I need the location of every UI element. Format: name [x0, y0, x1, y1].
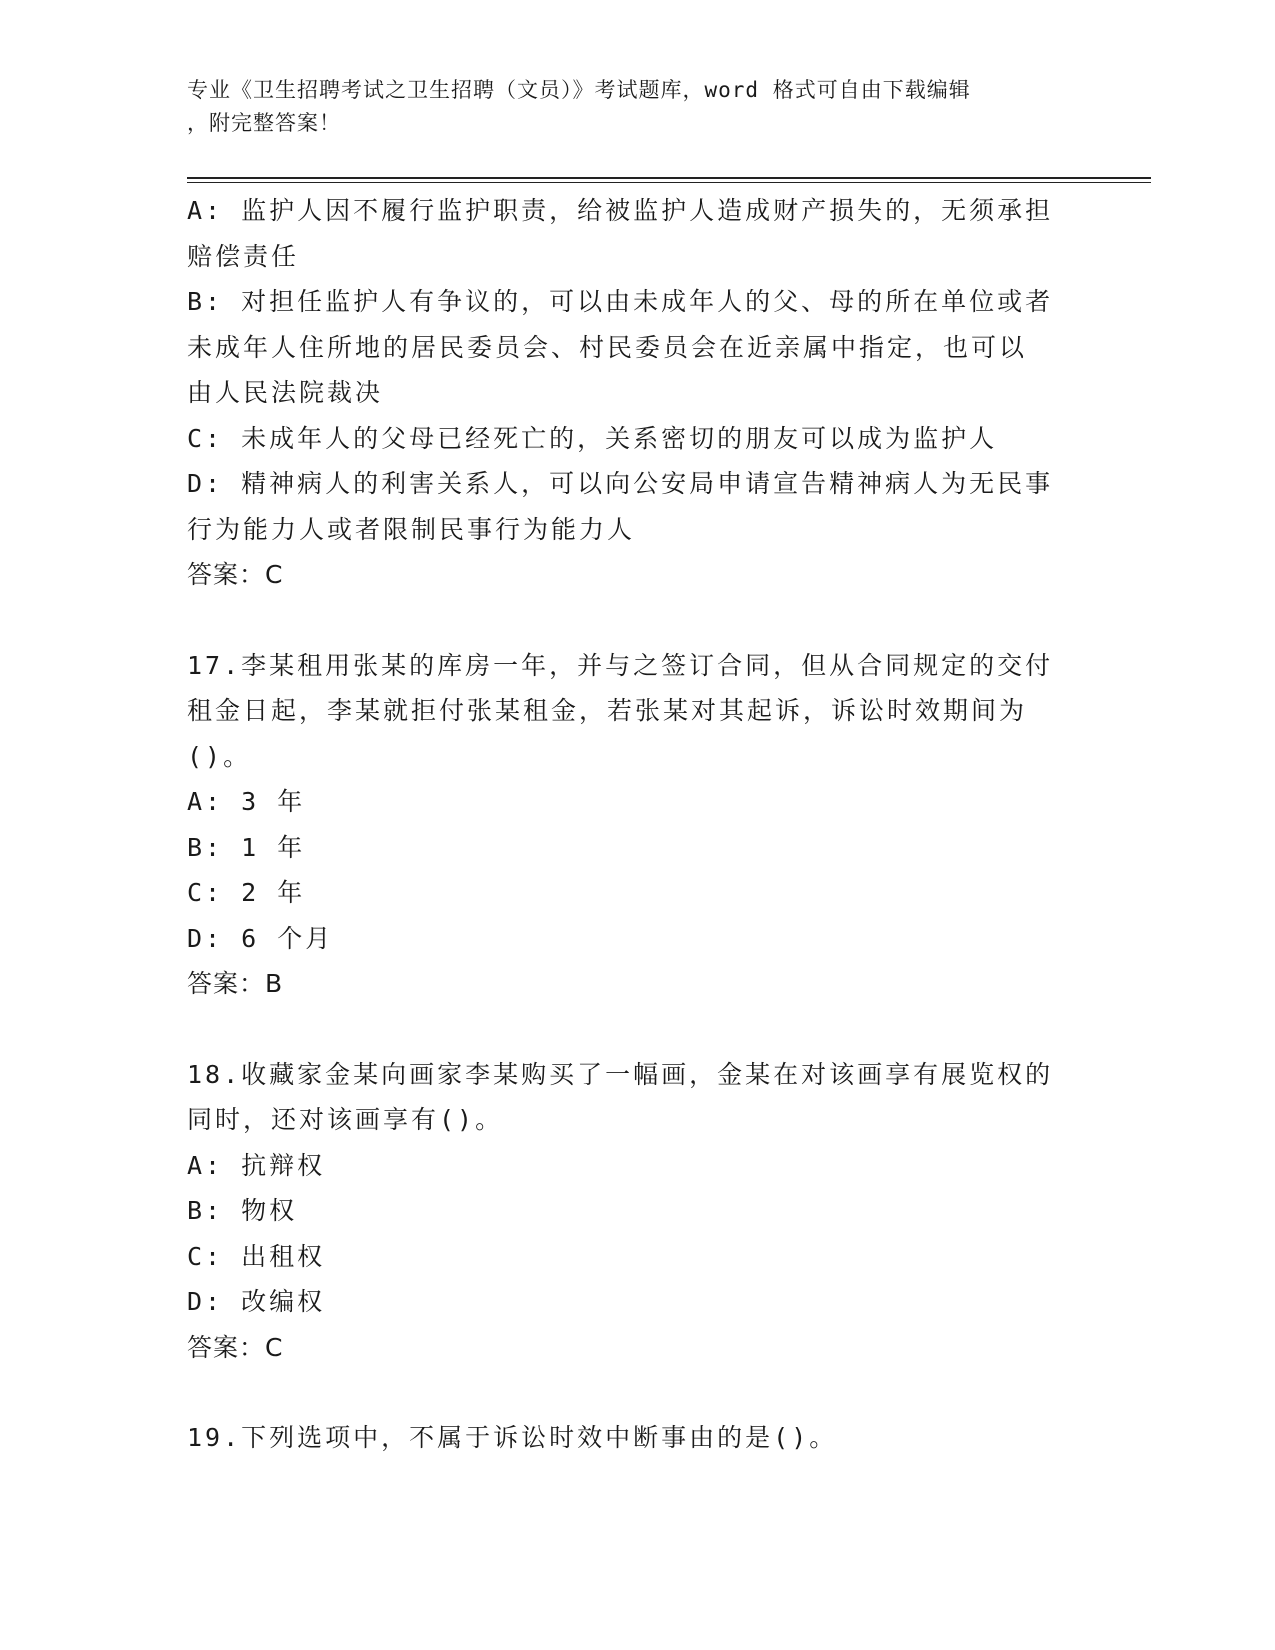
q17-option-c: C: 2 年 — [187, 878, 306, 907]
header-line-1: 专业《卫生招聘考试之卫生招聘（文员）》考试题库，word 格式可自由下载编辑 — [187, 78, 971, 102]
question-content — [187, 188, 1077, 1461]
q17-option-d: D: 6 个月 — [187, 923, 334, 953]
document-header — [187, 74, 1067, 140]
q19-stem-line-1: 19.下列选项中，不属于诉讼时效中断事由的是()。 — [187, 1423, 838, 1452]
q16-answer: 答案：C — [187, 560, 284, 589]
q17-answer: 答案：B — [187, 969, 284, 998]
question-17-block — [187, 643, 1077, 1007]
q16-option-a-line-1: A: 监护人因不履行监护职责，给被监护人造成财产损失的，无须承担 — [187, 196, 1054, 225]
q17-option-b: B: 1 年 — [187, 832, 306, 862]
q16-option-b-line-2: 未成年人住所地的居民委员会、村民委员会在近亲属中指定，也可以 — [187, 332, 1028, 362]
question-18-block — [187, 1052, 1077, 1371]
q16-option-d-line-2: 行为能力人或者限制民事行为能力人 — [187, 514, 636, 544]
q17-stem-line-1: 17.李某租用张某的库房一年，并与之签订合同，但从合同规定的交付 — [187, 650, 1054, 680]
q18-option-b: B: 物权 — [187, 1196, 298, 1225]
q16-option-b-line-3: 由人民法院裁决 — [187, 378, 384, 407]
question-19-block — [187, 1415, 1077, 1461]
q18-stem-line-2: 同时，还对该画享有()。 — [187, 1105, 504, 1134]
header-divider-thin — [187, 182, 1151, 183]
q18-option-a: A: 抗辩权 — [187, 1150, 326, 1180]
q16-option-c: C: 未成年人的父母已经死亡的，关系密切的朋友可以成为监护人 — [187, 423, 998, 453]
q18-option-d: D: 改编权 — [187, 1287, 326, 1316]
q16-option-b-line-1: B: 对担任监护人有争议的，可以由未成年人的父、母的所在单位或者 — [187, 287, 1054, 316]
q17-stem-line-3: ()。 — [187, 741, 252, 771]
q16-option-d-line-1: D: 精神病人的利害关系人，可以向公安局申请宣告精神病人为无民事 — [187, 469, 1054, 498]
header-divider-thick — [187, 177, 1151, 179]
q17-option-a: A: 3 年 — [187, 787, 306, 816]
header-line-2: ，附完整答案！ — [187, 111, 341, 135]
question-16-block — [187, 188, 1077, 598]
q16-option-a-line-2: 赔偿责任 — [187, 241, 300, 271]
spacer — [187, 1007, 1077, 1052]
spacer — [187, 598, 1077, 643]
q18-answer: 答案：C — [187, 1332, 284, 1362]
spacer — [187, 1370, 1077, 1415]
q18-stem-line-1: 18.收藏家金某向画家李某购买了一幅画，金某在对该画享有展览权的 — [187, 1059, 1054, 1089]
q17-stem-line-2: 租金日起，李某就拒付张某租金，若张某对其起诉，诉讼时效期间为 — [187, 696, 1028, 725]
q18-option-c: C: 出租权 — [187, 1241, 326, 1271]
